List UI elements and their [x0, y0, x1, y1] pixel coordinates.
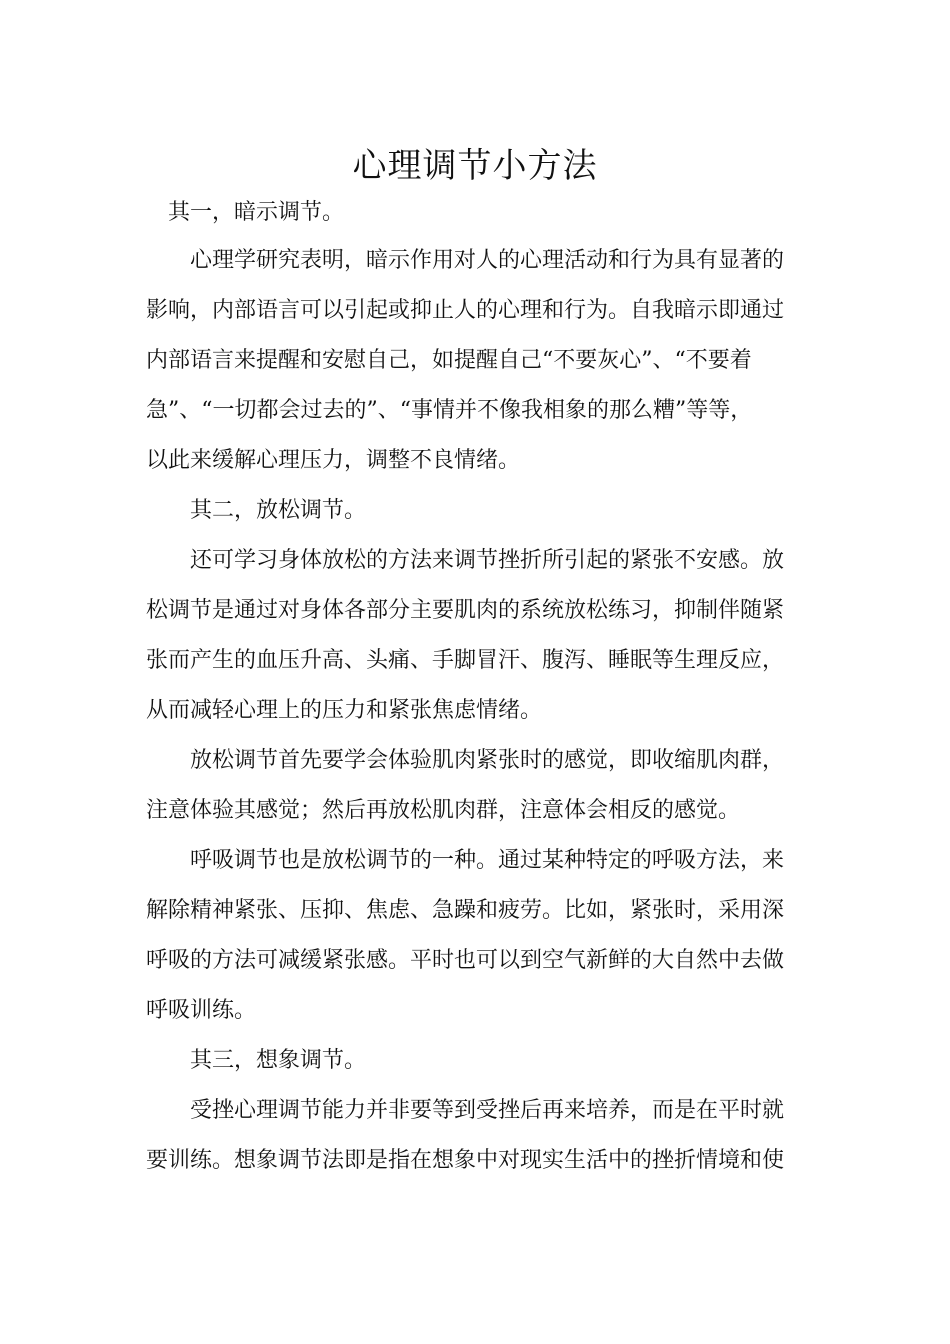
paragraph-line: 心理学研究表明，暗示作用对人的心理活动和行为具有显著的	[190, 248, 785, 273]
paragraph-line: 内部语言来提醒和安慰自己，如提醒自己“不要灰心”、“不要着	[146, 348, 752, 373]
paragraph-line: 解除精神紧张、压抑、焦虑、急躁和疲劳。比如，紧张时，采用深	[146, 898, 785, 923]
paragraph-line: 呼吸调节也是放松调节的一种。通过某种特定的呼吸方法，来	[190, 848, 785, 873]
paragraph-line: 呼吸的方法可减缓紧张感。平时也可以到空气新鲜的大自然中去做	[146, 948, 785, 973]
paragraph-line: 松调节是通过对身体各部分主要肌肉的系统放松练习，抑制伴随紧	[146, 598, 785, 623]
document-title: 心理调节小方法	[352, 146, 598, 186]
paragraph-line: 注意体验其感觉；然后再放松肌肉群，注意体会相反的感觉。	[146, 798, 741, 823]
paragraph-line: 还可学习身体放松的方法来调节挫折所引起的紧张不安感。放	[190, 548, 785, 573]
section-heading-relaxation: 其二，放松调节。	[190, 498, 367, 523]
paragraph-line: 以此来缓解心理压力，调整不良情绪。	[146, 448, 521, 473]
paragraph-line: 张而产生的血压升高、头痛、手脚冒汗、腹泻、睡眠等生理反应，	[146, 648, 785, 673]
paragraph-line: 影响，内部语言可以引起或抑止人的心理和行为。自我暗示即通过	[146, 298, 785, 323]
paragraph-line: 要训练。想象调节法即是指在想象中对现实生活中的挫折情境和使	[146, 1148, 785, 1173]
paragraph-line: 从而减轻心理上的压力和紧张焦虑情绪。	[146, 698, 543, 723]
paragraph-line: 呼吸训练。	[146, 998, 257, 1023]
section-heading-suggestion: 其一，暗示调节。	[168, 200, 345, 225]
section-heading-imagination: 其三，想象调节。	[190, 1048, 367, 1073]
paragraph-line: 急”、“一切都会过去的”、“事情并不像我相象的那么糟”等等，	[146, 398, 753, 423]
paragraph-line: 放松调节首先要学会体验肌肉紧张时的感觉，即收缩肌肉群，	[190, 748, 785, 773]
paragraph-line: 受挫心理调节能力并非要等到受挫后再来培养，而是在平时就	[190, 1098, 785, 1123]
